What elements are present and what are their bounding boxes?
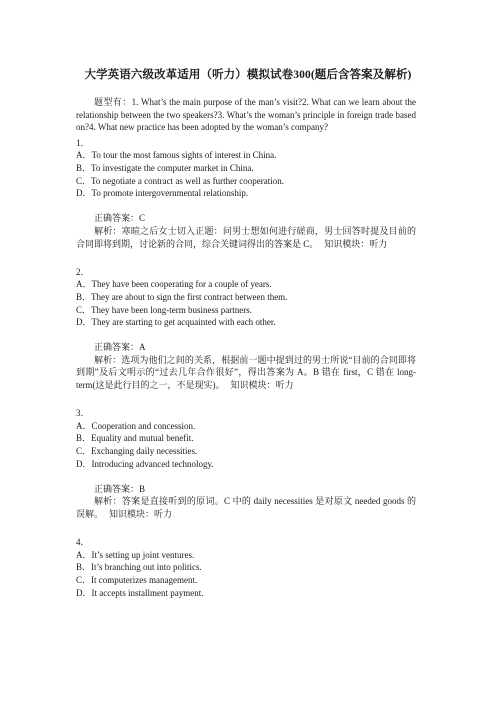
question-block-4 bbox=[76, 536, 416, 599]
option-a: A．They have been cooperating for a couple of years. bbox=[76, 279, 272, 290]
option-b: B．It’s branching out into politics. bbox=[76, 562, 202, 573]
option-b: B．To investigate the computer market in China. bbox=[76, 162, 254, 173]
knowledge-module: 知识模块：听力 bbox=[109, 509, 173, 519]
question-number: 1． bbox=[76, 137, 90, 148]
question-number: 4． bbox=[76, 537, 90, 548]
option-b: B．Equality and mutual benefit. bbox=[76, 433, 194, 444]
option-a: A．It’s setting up joint ventures. bbox=[76, 549, 195, 560]
option-d: D．It accepts installment payment. bbox=[76, 587, 204, 598]
explanation-text: 解析：答案是直接听到的原词。C 中的 daily necessities 是对原文 needed goods 的误解。 bbox=[76, 496, 416, 519]
option-d: D．Introducing advanced technology. bbox=[76, 458, 214, 469]
document-title: 大学英语六级改革适用（听力）模拟试卷300(题后含答案及解析) bbox=[84, 69, 412, 81]
question-block-3 bbox=[76, 407, 416, 520]
document-body bbox=[76, 96, 416, 599]
explanation bbox=[76, 354, 416, 392]
option-b: B．They are about to sign the first contract between them. bbox=[76, 291, 288, 302]
knowledge-module: 知识模块：听力 bbox=[324, 238, 388, 249]
correct-answer: 正确答案：B bbox=[94, 483, 146, 494]
option-c: C．They have been long-term business partners. bbox=[76, 304, 252, 315]
option-c: C．To negotiate a contract as well as further cooperation. bbox=[76, 175, 285, 186]
correct-answer: 正确答案：A bbox=[94, 342, 146, 353]
explanation bbox=[76, 495, 416, 520]
question-block-2 bbox=[76, 266, 416, 392]
option-d: D．They are starting to get acquainted with each other. bbox=[76, 317, 276, 328]
option-c: C．It computerizes management. bbox=[76, 574, 198, 585]
option-a: A．Cooperation and concession. bbox=[76, 420, 196, 431]
intro-paragraph: 题型有：1. What’s the main purpose of the man’s visit?2. What can we learn about the relationship between the two speakers?3. What’s the woman’s principle in foreign trade based on?4. What new practice has been adopted by the woman’s company? bbox=[76, 97, 416, 133]
explanation-text: 解析：选项为他们之间的关系，根据前一题中提到过的男士所说“目前的合同即将到期”及后文明示的“过去几年合作很好”，得出答案为 A。B 错在 first，C 错在 long-term(这是此行目的之一，不是现实)。 bbox=[76, 354, 416, 391]
correct-answer: 正确答案：C bbox=[94, 213, 146, 224]
option-c: C．Exchanging daily necessities. bbox=[76, 446, 198, 457]
knowledge-module: 知识模块：听力 bbox=[230, 380, 294, 391]
option-d: D．To promote intergovernmental relationship. bbox=[76, 188, 249, 199]
explanation-text: 解析：寒暄之后女士切入正题：问男士想如何进行磋商，男士回答时提及目前的合同即将到期，讨论新的合同，综合关键词得出的答案是 C。 bbox=[76, 225, 416, 249]
question-block-1 bbox=[76, 137, 416, 250]
question-number: 3． bbox=[76, 408, 90, 419]
explanation bbox=[76, 225, 416, 250]
option-a: A．To tour the most famous sights of interest in China. bbox=[76, 150, 277, 161]
question-number: 2． bbox=[76, 266, 90, 277]
